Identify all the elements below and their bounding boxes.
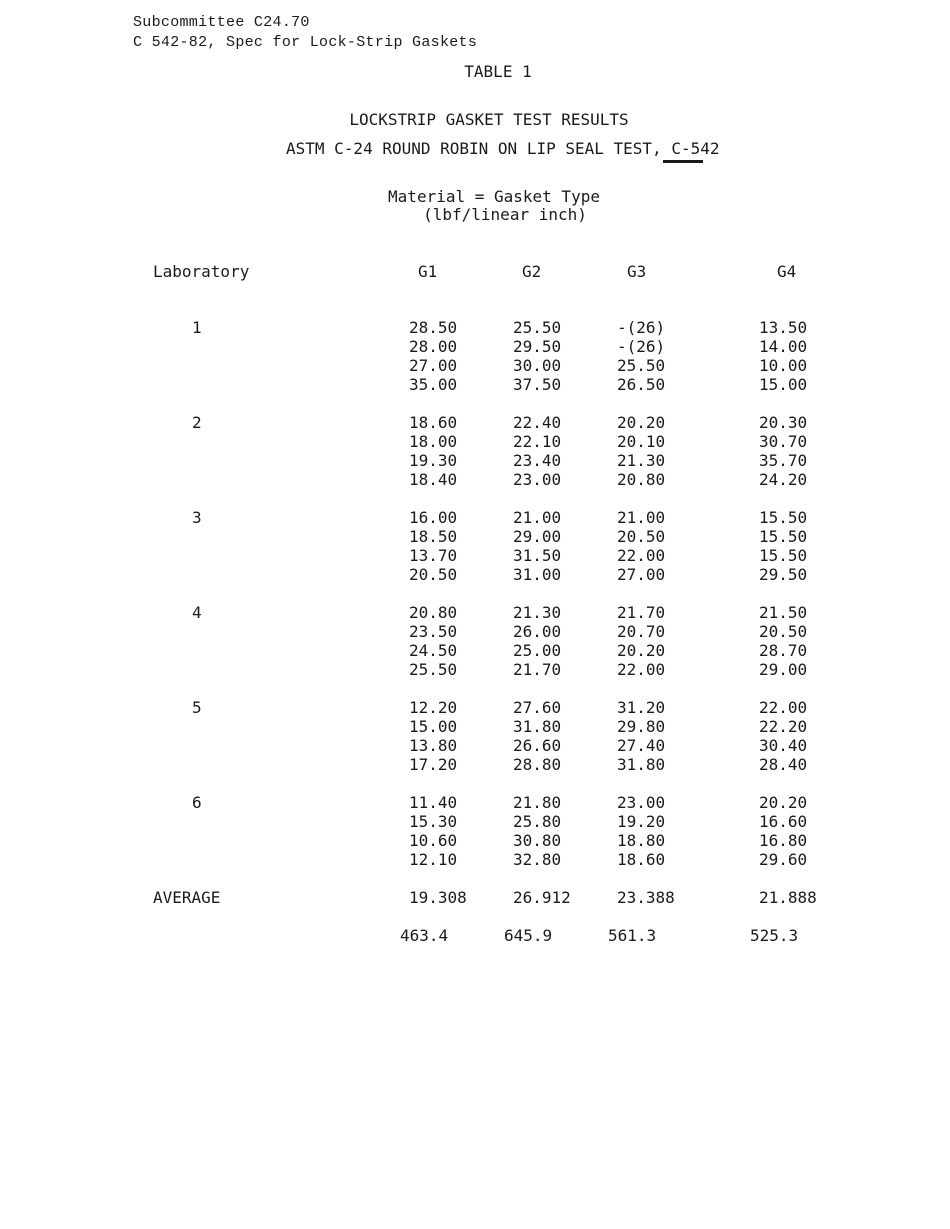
cell: 30.40 [759,736,808,755]
cell: 18.80 [617,831,666,850]
cell: 29.60 [759,850,808,869]
cell: 20.20 [617,413,666,432]
cell: 15.50 [759,527,808,546]
cell: 37.50 [513,375,562,394]
cell: 15.00 [409,717,458,736]
cell: 18.00 [409,432,458,451]
cell: 18.60 [617,850,666,869]
material-note: Material = Gasket Type [388,187,600,206]
cell: 20.80 [409,603,458,622]
cell: 15.00 [759,375,808,394]
cell: 16.00 [409,508,458,527]
cell: 26.60 [513,736,562,755]
spec-line: C 542-82, Spec for Lock-Strip Gaskets [133,34,478,51]
cell: 29.00 [759,660,808,679]
table-title: LOCKSTRIP GASKET TEST RESULTS [349,110,629,129]
cell: 27.60 [513,698,562,717]
cell: 19.20 [617,812,666,831]
average-g3: 23.388 [617,888,675,907]
cell: 21.30 [617,451,666,470]
cell: 23.50 [409,622,458,641]
cell: 16.60 [759,812,808,831]
subtitle-main: ASTM C-24 ROUND ROBIN ON LIP SEAL TEST, [286,139,672,158]
cell: 22.20 [759,717,808,736]
col-header-g1: G1 [418,262,438,281]
cell: 27.00 [409,356,458,375]
cell: 12.10 [409,850,458,869]
lab-number: 4 [192,603,202,622]
cell: 31.20 [617,698,666,717]
average-label: AVERAGE [153,888,221,907]
cell: 24.20 [759,470,808,489]
average-g1: 19.308 [409,888,467,907]
cell: 25.50 [617,356,666,375]
cell: 22.10 [513,432,562,451]
cell: 15.30 [409,812,458,831]
cell: 21.30 [513,603,562,622]
cell: 28.80 [513,755,562,774]
col-header-g2: G2 [522,262,542,281]
lab-number: 6 [192,793,202,812]
average-g2: 26.912 [513,888,571,907]
cell: 17.20 [409,755,458,774]
cell: 26.00 [513,622,562,641]
cell: 23.00 [513,470,562,489]
cell: 18.60 [409,413,458,432]
cell: 18.40 [409,470,458,489]
cell: 28.40 [759,755,808,774]
cell: 13.80 [409,736,458,755]
cell: 26.50 [617,375,666,394]
cell: 10.00 [759,356,808,375]
cell: 13.70 [409,546,458,565]
lab-number: 3 [192,508,202,527]
cell: 25.00 [513,641,562,660]
cell: 28.00 [409,337,458,356]
cell: 25.50 [513,318,562,337]
cell: 13.50 [759,318,808,337]
cell: 20.50 [759,622,808,641]
table-label: TABLE 1 [464,62,532,81]
cell: 29.50 [513,337,562,356]
cell: 21.50 [759,603,808,622]
total-g4: 525.3 [750,926,799,945]
cell: 31.00 [513,565,562,584]
total-g3: 561.3 [608,926,657,945]
cell: 20.80 [617,470,666,489]
cell: 23.40 [513,451,562,470]
cell: -(26) [617,337,666,356]
cell: 28.70 [759,641,808,660]
cell: 12.20 [409,698,458,717]
cell: 27.00 [617,565,666,584]
cell: -(26) [617,318,666,337]
cell: 21.70 [513,660,562,679]
cell: 21.00 [513,508,562,527]
cell: 27.40 [617,736,666,755]
col-header-laboratory: Laboratory [153,262,250,281]
cell: 30.00 [513,356,562,375]
cell: 22.00 [617,546,666,565]
cell: 35.00 [409,375,458,394]
cell: 20.70 [617,622,666,641]
cell: 20.30 [759,413,808,432]
cell: 31.80 [617,755,666,774]
cell: 20.10 [617,432,666,451]
col-header-g3: G3 [627,262,647,281]
lab-number: 2 [192,413,202,432]
cell: 21.70 [617,603,666,622]
cell: 14.00 [759,337,808,356]
cell: 20.50 [409,565,458,584]
cell: 20.20 [617,641,666,660]
subcommittee-line: Subcommittee C24.70 [133,14,310,31]
cell: 20.50 [617,527,666,546]
lab-number: 5 [192,698,202,717]
standard-reference: C-542 [671,139,720,158]
table-subtitle [286,139,719,158]
cell: 15.50 [759,508,808,527]
cell: 28.50 [409,318,458,337]
cell: 25.80 [513,812,562,831]
cell: 30.70 [759,432,808,451]
cell: 29.00 [513,527,562,546]
cell: 22.00 [759,698,808,717]
cell: 30.80 [513,831,562,850]
cell: 29.80 [617,717,666,736]
cell: 23.00 [617,793,666,812]
cell: 15.50 [759,546,808,565]
average-g4: 21.888 [759,888,817,907]
unit-note: (lbf/linear inch) [423,205,587,224]
cell: 22.00 [617,660,666,679]
cell: 35.70 [759,451,808,470]
cell: 24.50 [409,641,458,660]
cell: 32.80 [513,850,562,869]
cell: 10.60 [409,831,458,850]
reference-underline [663,160,703,163]
cell: 20.20 [759,793,808,812]
cell: 29.50 [759,565,808,584]
cell: 16.80 [759,831,808,850]
col-header-g4: G4 [777,262,797,281]
cell: 11.40 [409,793,458,812]
cell: 31.50 [513,546,562,565]
cell: 18.50 [409,527,458,546]
cell: 22.40 [513,413,562,432]
cell: 31.80 [513,717,562,736]
cell: 25.50 [409,660,458,679]
cell: 21.00 [617,508,666,527]
lab-number: 1 [192,318,202,337]
total-g2: 645.9 [504,926,553,945]
cell: 21.80 [513,793,562,812]
cell: 19.30 [409,451,458,470]
total-g1: 463.4 [400,926,449,945]
